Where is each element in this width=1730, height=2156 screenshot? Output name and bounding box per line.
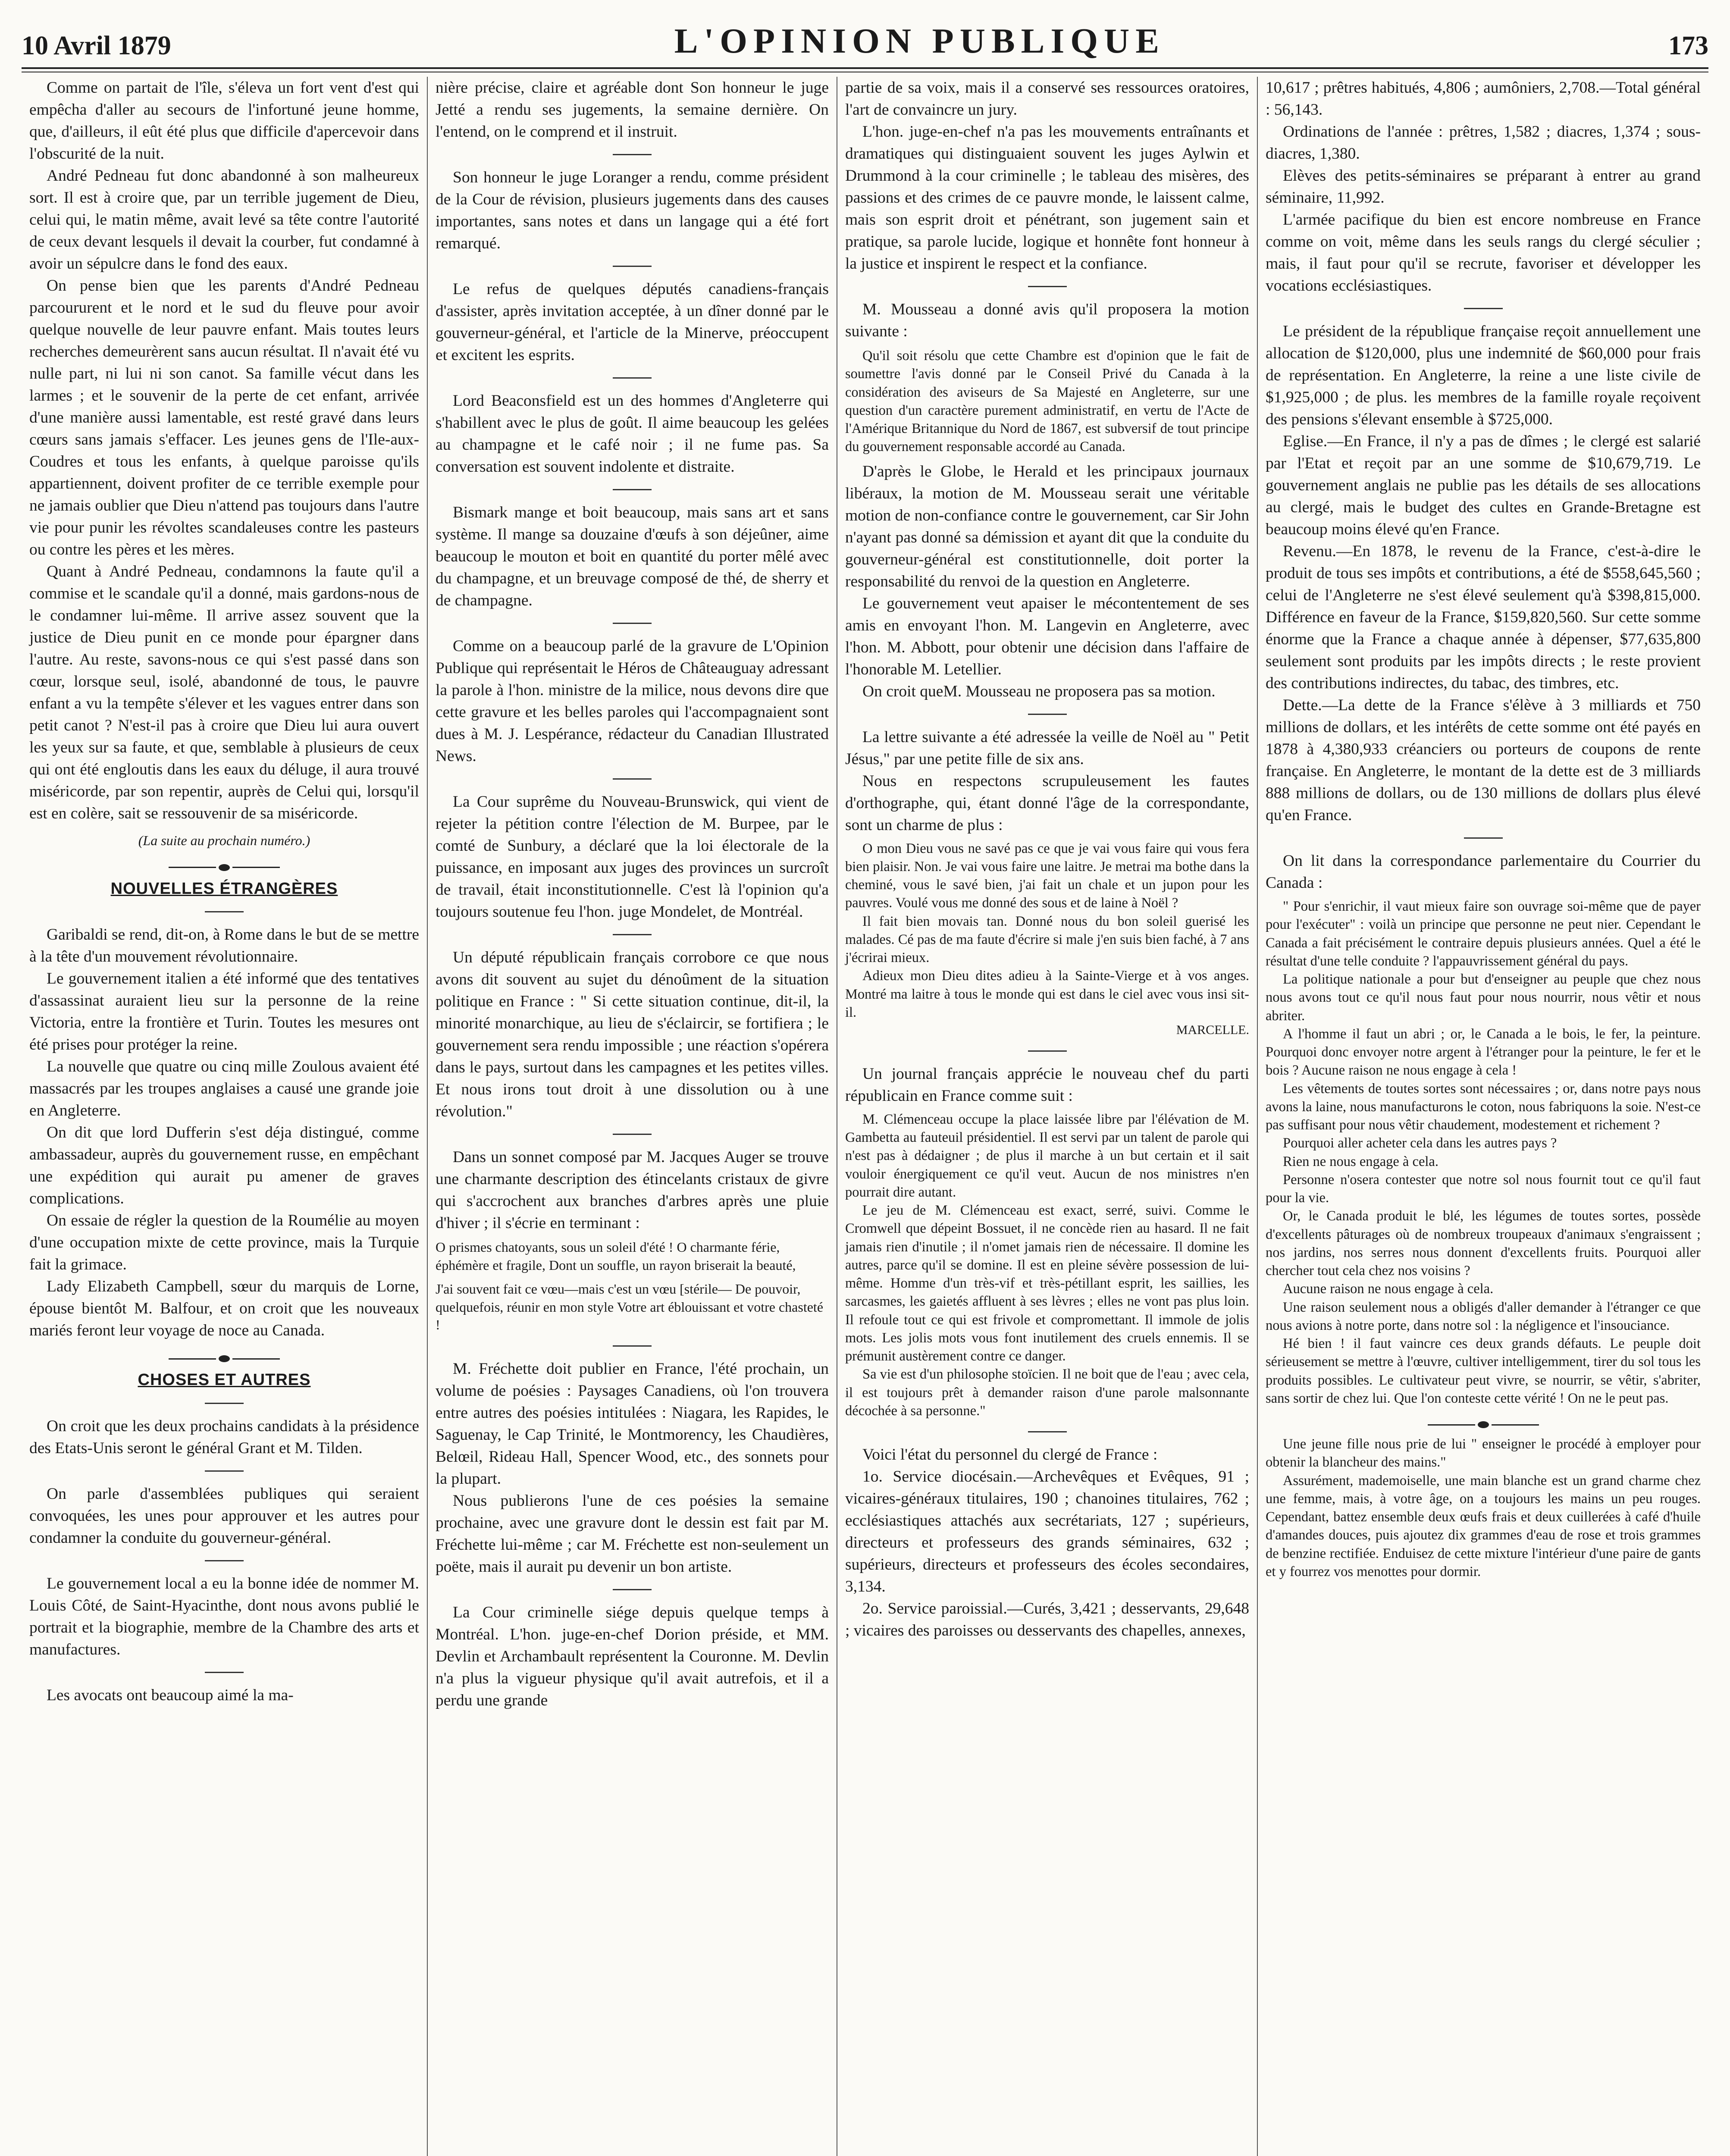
paragraph: André Pedneau fut donc abandonné à son malheureux sort. Il est à croire que, par un terrible jugement de Dieu, celui qui, le matin même, avait levé sa tête contre l'autorité de ceux devant lesquels il devait la courber, fut condamné à avoir un sépulcre dans le fond des eaux. xyxy=(29,167,419,273)
news-item: Lord Beaconsfield est un des hommes d'Angleterre qui s'habillent avec le plus de goût. Il aime beaucoup les gelées au champagne et le café noir ; il ne fume pas. Sa conversation est souvent indolente et distraite. xyxy=(436,392,829,476)
paragraph: Eglise.—En France, il n'y a pas de dîmes ; le clergé est salarié par l'Etat et reçoit par an une somme de $10,679,719. Le gouvernement anglais ne publie pas les détails de ses allocations au clergé, mais le budget des cultes en Grande-Bretagne est beaucoup moins élevé qu'en France. xyxy=(1266,432,1701,538)
news-item: La nouvelle que quatre ou cinq mille Zoulous avaient été massacrés par les troupes anglaises a causé une grande joie en Angleterre. xyxy=(29,1058,419,1120)
news-item: Le gouvernement italien a été informé que des tentatives d'assassinat auraient lieu sur la personne de la reine Victoria, entre la frontière et Turin. Toutes les mesures ont été prises pour protéger la reine. xyxy=(29,970,419,1054)
paragraph: Nous publierons l'une de ces poésies la semaine prochaine, avec une gravure dont le dessin est fait par M. Fréchette lui-même ; car M. Fréchette est non-seulement un poëte, mais il aurait pu devenir un bon artiste. xyxy=(436,1492,829,1576)
divider xyxy=(613,377,652,379)
divider xyxy=(1464,308,1503,309)
divider xyxy=(1028,1050,1067,1052)
news-item: Un député républicain français corrobore ce que nous avons dit souvent au sujet du dénoûment de la situation politique en France : " Si cette situation continue, dit-il, la minorité monarchique, au lieu de s'éclaircir, se fortifiera ; le gouvernement sera rendu impossible ; une réaction s'opérera dans le pays, surtout dans les campagnes et les petites villes. Et nous irons tout droit à une dissolution ou à une révolution." xyxy=(436,949,829,1120)
column-4 xyxy=(1257,77,1708,2156)
paragraph: L'hon. juge-en-chef n'a pas les mouvements entraînants et dramatiques qui distinguaient souvent les juges Aylwin et Drummond à la cour criminelle ; le tableau des misères, des passions et des crimes de ce pauvre monde, le laissent calme, mais son esprit droit et pénétrant, son jugement sain et pratique, sa parole lucide, logique et honnête font honneur à la justice et inspirent le respect et la confiance. xyxy=(845,123,1249,273)
divider xyxy=(613,1345,652,1347)
news-item: Le gouvernement local a eu la bonne idée de nommer M. Louis Côté, de Saint-Hyacinthe, dont nous avons publié le portrait et la biographie, membre de la Chambre des arts et manufactures. xyxy=(29,1574,419,1658)
section-heading: NOUVELLES ÉTRANGÈRES xyxy=(110,879,338,898)
paragraph: Comme on partait de l'île, s'éleva un fort vent d'est qui empêcha d'aller au secours de l'infortuné jeune homme, que, d'ailleurs, il eût été plus que difficile d'apercevoir dans l'obscurité de la nuit. xyxy=(29,79,419,163)
divider xyxy=(1464,837,1503,839)
news-item: On lit dans la correspondance parlementaire du Courrier du Canada : xyxy=(1266,852,1701,892)
divider xyxy=(205,1403,244,1404)
quoted-text: Hé bien ! il faut vaincre ces deux grands défauts. Le peuple doit sérieusement se mettre à l'œuvre, cultiver intelligemment, tirer du sol tous les produits possibles. Le cultivateur peut vivre, se nourrir, se vêtir, s'abriter, sans sortir de chez lui. Que l'on conteste cette vérité ! On ne le peut pas. xyxy=(1266,1336,1701,1406)
quoted-text: La politique nationale a pour but d'enseigner au peuple que chez nous nous avons tout ce qu'il nous faut pour nous nourrir, nous vêtir et nous abriter. xyxy=(1266,971,1701,1024)
news-item: M. Mousseau a donné avis qu'il proposera la motion suivante : xyxy=(845,301,1249,340)
quoted-text: A l'homme il faut un abri ; or, le Canada a le bois, le fer, la peinture. Pourquoi donc envoyer notre argent à l'étranger pour la peinture, le fer et le bois ? Aucune raison ne nous engage à cela ! xyxy=(1266,1026,1701,1078)
letter-text: O mon Dieu vous ne savé pas ce que je vai vous faire qui vous fera bien plaisir. Non. Je vai vous faire une laitre. Je metrai ma bothe dans la cheminé, vous le savé bien, j'ai fait un chale et un jupon pour les pauvres. Voulé vous me donné des sous et de laine à Noël ? xyxy=(845,840,1249,911)
divider xyxy=(205,1470,244,1472)
quoted-text: Pourquoi aller acheter cela dans les autres pays ? xyxy=(1283,1135,1557,1151)
news-item: Dans un sonnet composé par M. Jacques Auger se trouve une charmante description des étincelants cristaux de givre qui s'accrochent aux branches d'arbres après une pluie d'hiver ; il s'écrie en terminant : xyxy=(436,1148,829,1232)
divider xyxy=(613,1589,652,1590)
divider xyxy=(1028,1431,1067,1432)
divider xyxy=(613,1134,652,1135)
news-item: On dit que lord Dufferin s'est déja distingué, comme ambassadeur, auprès du gouvernement russe, en empêchant une expédition qui aurait pu amener de graves complications. xyxy=(29,1124,419,1208)
news-item: On parle d'assemblées publiques qui seraient convoquées, les unes pour approuver et les autres pour condamner la conduite du gouverneur-général. xyxy=(29,1485,419,1547)
paragraph: Le gouvernement veut apaiser le mécontentement de ses amis en envoyant l'hon. M. Langevin en Angleterre, avec l'hon. M. Abbott, pour obtenir une décision dans l'affaire de l'honorable M. Letellier. xyxy=(845,594,1249,678)
news-item: Voici l'état du personnel du clergé de France : xyxy=(862,1446,1158,1464)
divider xyxy=(1028,714,1067,715)
page-number: 173 xyxy=(1668,31,1708,60)
news-item: On essaie de régler la question de la Roumélie au moyen d'une occupation mixte de cette province, mais la Turquie fait la grimace. xyxy=(29,1212,419,1274)
paragraph: Dette.—La dette de la France s'élève à 3 milliards et 750 millions de dollars, et les intérêts de cette somme ont été payés en 1878 à 4,380,933 créanciers ou porteurs de coupons de rente française. En Angleterre, le montant de la dette est de 3 milliards 888 millions de dollars, ou de 130 millions de dollars plus élevé qu'en France. xyxy=(1266,696,1701,824)
news-item: Comme on a beaucoup parlé de la gravure de L'Opinion Publique qui représentait le Héros de Châteauguay adressant la parole à l'hon. ministre de la milice, nous devons dire que cette gravure et les belles paroles qui l'accompagnaient sont dues à M. J. Lespérance, rédacteur du Canadian Illustrated News. xyxy=(436,637,829,765)
quoted-text: Le jeu de M. Clémenceau est exact, serré, suivi. Comme le Cromwell que dépeint Bossuet, il ne concède rien au hasard. Il ne fait jamais rien d'inutile ; il n'omet jamais rien de nécessaire. Il domine les autres, parce qu'il se domine. Il est en pleine sévère possession de lui-même. Homme d'un très-vif et très-pétillant esprit, les saillies, les sarcasmes, les gaietés affluent à ses lèvres ; elles ne vont pas plus loin. Il refoule tout ce qui est frivole et compromettant. Il immole de jolis mots. Les jolis mots vous font inutilement des cruels ennemis. Il se prémunit austèrement contre ce danger. xyxy=(845,1203,1249,1364)
news-item: Garibaldi se rend, dit-on, à Rome dans le but de se mettre à la tête d'un mouvement révolutionnaire. xyxy=(29,926,419,966)
quoted-text: Aucune raison ne nous engage à cela. xyxy=(1283,1281,1494,1297)
news-item: La lettre suivante a été adressée la veille de Noël au " Petit Jésus," par une petite fille de six ans. xyxy=(845,728,1249,768)
paragraph: 1o. Service diocésain.—Archevêques et Evêques, 91 ; vicaires-généraux titulaires, 190 ; chanoines titulaires, 762 ; ecclésiastiques attachés aux secrétariats, 127 ; supérieurs, directeurs et professeurs des grands séminaires, 632 ; supérieurs, directeurs et professeurs des écoles secondaires, 3,134. xyxy=(845,1468,1249,1596)
paragraph: Ordinations de l'année : prêtres, 1,582 ; diacres, 1,374 ; sous-diacres, 1,380. xyxy=(1266,123,1701,163)
issue-date: 10 Avril 1879 xyxy=(22,31,171,60)
news-item: Le refus de quelques députés canadiens-français d'assister, après invitation acceptée, à un dîner donné par le gouverneur-général, et l'article de la Minerve, préoccupent et excitent les esprits. xyxy=(436,280,829,364)
ornament-divider xyxy=(29,1355,419,1362)
news-item: La Cour criminelle siége depuis quelque temps à Montréal. L'hon. juge-en-chef Dorion préside, et MM. Devlin et Archambault représentent la Couronne. M. Devlin n'a plus la vigueur physique qu'il avait autrefois, et il a perdu une grande xyxy=(436,1603,829,1709)
paragraph: Quant à André Pedneau, condamnons la faute qu'il a commise et le scandale qu'il a donné, mais gardons-nous de le condamner lui-même. Il arrive assez souvent que la justice de Dieu punit en ce monde pour épargner dans l'autre. Au reste, savons-nous ce qui s'est passé dans son cœur, lorsque seul, isolé, abandonné de tous, le pauvre enfant a vu la tempête s'élever et les vagues entrer dans son petit canot ? N'est-il pas à croire que Dieu lui aura ouvert les yeux sur sa faute, et que, semblable à plusieurs de ceux qui ont été engloutis dans les eaux du déluge, il aura trouvé miséricorde, par son repentir, auprès de Celui qui, lorsqu'il est en colère, sait se ressouvenir de sa miséricorde. xyxy=(29,563,419,822)
ornament-divider xyxy=(1266,1421,1701,1428)
paragraph: On pense bien que les parents d'André Pedneau parcoururent et le nord et le sud du fleuve pour avoir quelque nouvelle de leur pauvre enfant. Mais toutes leurs recherches demeurèrent sans aucun résultat. Il n'avait été vu nulle part, ni lui ni son canot. Sa famille vécut dans les larmes ; et le souvenir de la perte de cet enfant, arrivée d'une manière aussi lamentable, est resté gravé dans leurs cœurs sans jamais s'effacer. Les jeunes gens de l'Ile-aux-Coudres et tous les enfants, à quelque paroisse qu'ils appartiennent, doivent profiter de ce terrible exemple pour ne jamais oublier que Dieu n'attend pas toujours dans l'autre vie pour punir les révoltes scandaleuses contre les pasteurs ou contre les pères et les mères. xyxy=(29,277,419,558)
section-heading: CHOSES ET AUTRES xyxy=(138,1371,311,1389)
news-item: Son honneur le juge Loranger a rendu, comme président de la Cour de révision, plusieurs jugements dans des causes importantes, sans notes et dans un langage qui a été fort remarqué. xyxy=(436,169,829,252)
divider xyxy=(613,154,652,155)
column-1 xyxy=(22,77,427,2156)
letter-text: Adieux mon Dieu dites adieu à la Sainte-Vierge et à vos anges. Montré ma laitre à tous le monde qui est dans le ciel avec vous insi sit-il. xyxy=(845,968,1249,1020)
divider xyxy=(205,911,244,912)
divider xyxy=(1028,286,1067,287)
ornament-divider xyxy=(29,864,419,871)
header-rule xyxy=(22,67,1708,69)
quoted-text: Les vêtements de toutes sortes sont nécessaires ; or, dans notre pays nous avons la laine, nous manufacturons le coton, nous fabriquons la soie. N'est-ce pas suffisant pour nous vêtir chaudement, modestement et richement ? xyxy=(1266,1081,1701,1133)
quoted-motion: Qu'il soit résolu que cette Chambre est d'opinion que le fait de soumettre l'avis donné par le Conseil Privé du Canada à la considération des aviseurs de Sa Majesté en Angleterre, sur une question d'un caractère purement administratif, en vertu de l'Acte de l'Amérique Britannique du Nord de 1867, est subversif de tout principe du gouvernement responsable accordé au Canada. xyxy=(845,348,1249,455)
news-item: Une jeune fille nous prie de lui " enseigner le procédé à employer pour obtenir la blancheur des mains." xyxy=(1266,1436,1701,1470)
quoted-text: Rien ne nous engage à cela. xyxy=(1283,1153,1439,1169)
news-item: On croit que les deux prochains candidats à la présidence des Etats-Unis seront le général Grant et M. Tilden. xyxy=(29,1417,419,1457)
paragraph: Nous en respectons scrupuleusement les fautes d'orthographe, qui, étant donné l'âge de la correspondante, sont un charme de plus : xyxy=(845,772,1249,834)
quoted-text: " Pour s'enrichir, il vaut mieux faire son ouvrage soi-même que de payer pour l'exécuter" : voilà un principe que personne ne peut nier. Cependant le Canada a fait précisément le contraire depuis plusieurs années. Quel a été le résultat d'une telle conduite ? l'appauvrissement général du pays. xyxy=(1266,899,1701,969)
news-item: Bismark mange et boit beaucoup, mais sans art et sans système. Il mange sa douzaine d'œufs à son déjeûner, aime beaucoup le mouton et boit en quantité du porter mêlé avec du champagne, et un breuvage composé de thé, de sherry et de champagne. xyxy=(436,504,829,609)
poem-stanza: O prismes chatoyants, sous un soleil d'été ! O charmante férie, éphémère et fragile, Dont un souffle, un rayon briserait la beauté, xyxy=(436,1239,796,1273)
paragraph: Elèves des petits-séminaires se préparant à entrer au grand séminaire, 11,992. xyxy=(1266,167,1701,207)
divider xyxy=(613,934,652,935)
quoted-text: Or, le Canada produit le blé, les légumes de toutes sortes, possède d'excellents pâturages où de nombreux troupeaux d'animaux s'engraissent ; nos jardins, nos serres nous donnent d'excellents fruits. Pourquoi aller chercher tout cela chez nos voisins ? xyxy=(1266,1208,1701,1279)
divider xyxy=(205,1560,244,1561)
paragraph: L'armée pacifique du bien est encore nombreuse en France comme on voit, même dans les seuls rangs du clergé séculier ; mais, il faut pour qu'il se recrute, favoriser et développer les vocations ecclésiastiques. xyxy=(1266,211,1701,295)
quoted-text: M. Clémenceau occupe la place laissée libre par l'élévation de M. Gambetta au fauteuil présidentiel. Il est servi par un talent de parole qui n'est pas à dédaigner ; de plus il marche à un but certain et il sait vouloir énergiquement ce qu'il veut. Aucun de nos ministres n'en pourrait dire autant. xyxy=(845,1111,1249,1200)
news-item: M. Fréchette doit publier en France, l'été prochain, un volume de poésies : Paysages Canadiens, où l'on trouvera entre autres des poésies intitulées : Niagara, les Rapides, le Saguenay, le Cap Trinité, le Montmorency, les Chaudières, Belœil, Rideau Hall, Spencer Wood, etc., des sonnets pour la plupart. xyxy=(436,1360,829,1488)
newspaper-title: L'OPINION PUBLIQUE xyxy=(674,21,1165,60)
news-item: Un journal français apprécie le nouveau chef du parti républicain en France comme suit : xyxy=(845,1065,1249,1105)
masthead xyxy=(22,22,1708,61)
quoted-text: Une raison seulement nous a obligés d'aller demander à l'étranger ce que nous avions à notre porte, dans notre sol : la négligence et l'insouciance. xyxy=(1266,1299,1701,1333)
paragraph: 2o. Service paroissial.—Curés, 3,421 ; desservants, 29,648 ; vicaires des paroisses ou desservants des chapelles, annexes, xyxy=(845,1600,1249,1640)
continuation-note: (La suite au prochain numéro.) xyxy=(138,833,310,848)
quoted-text: Sa vie est d'un philosophe stoïcien. Il ne boit que de l'eau ; avec cela, il est toujours prêt à demander raison d'une parole malsonnante décochée à sa personne." xyxy=(845,1366,1249,1419)
divider xyxy=(613,623,652,624)
paragraph: Assurément, mademoiselle, une main blanche est un grand charme chez une femme, mais, à votre âge, on a toujours les mains un peu rouges. Cependant, battez ensemble deux œufs frais et deux cuillerées à café d'huile d'amandes douces, puis ajoutez dix grammes d'eau de rose et trois grammes de benzine rectifiée. Enduisez de cette mixture l'intérieur d'une paire de gants et y fourrez vos menottes pour dormir. xyxy=(1266,1473,1701,1579)
letter-text: Il fait bien movais tan. Donné nous du bon soleil guerisé les malades. Cé pas de ma faute d'écrire si male j'en suis bien faché, à 7 ans j'écrirai mieux. xyxy=(845,913,1249,965)
divider xyxy=(613,266,652,267)
poem-stanza: J'ai souvent fait ce vœu—mais c'est un vœu [stérile— De pouvoir, quelquefois, réunir en mon style Votre art éblouissant et votre chasteté ! xyxy=(436,1281,824,1333)
news-item: Le président de la république française reçoit annuellement une allocation de $120,000, plus une indemnité de $60,000 pour frais de représentation. En Angleterre, la reine a une liste civile de $1,925,000 ; de plus. les membres de la famille royale reçoivent des pensions s'élevant ensemble à $725,000. xyxy=(1266,323,1701,428)
columns xyxy=(22,77,1708,2156)
divider xyxy=(613,778,652,780)
news-item: Lady Elizabeth Campbell, sœur du marquis de Lorne, épouse bientôt M. Balfour, et on croit que les nouveaux mariés feront leur voyage de noce au Canada. xyxy=(29,1278,419,1340)
news-item: La Cour suprême du Nouveau-Brunswick, qui vient de rejeter la pétition contre l'élection de M. Burpee, par le comté de Sunbury, a déclaré que la loi électorale de la puissance, en imposant aux juges des provinces un surcroît de travail, était inconstitutionnelle. C'est là l'opinion qu'a toujours soutenue feu l'hon. juge Mondelet, de Montréal. xyxy=(436,793,829,921)
column-3 xyxy=(837,77,1257,2156)
paragraph: D'après le Globe, le Herald et les principaux journaux libéraux, la motion de M. Mousseau serait une véritable motion de non-confiance contre le gouvernement, car Sir John n'ayant pas donné sa démission et ayant dit que la conduite du gouverneur-général est constitutionnelle, doit porter la responsabilité du renvoi de la question en Angleterre. xyxy=(845,462,1249,590)
letter-signature: MARCELLE. xyxy=(1176,1023,1249,1037)
paragraph: partie de sa voix, mais il a conservé ses ressources oratoires, l'art de convaincre un jury. xyxy=(845,79,1249,119)
column-2 xyxy=(427,77,837,2156)
divider xyxy=(613,489,652,490)
news-item: Les avocats ont beaucoup aimé la ma- xyxy=(47,1686,294,1704)
paragraph: 10,617 ; prêtres habitués, 4,806 ; aumôniers, 2,708.—Total général : 56,143. xyxy=(1266,79,1701,119)
paragraph: Revenu.—En 1878, le revenu de la France, c'est-à-dire le produit de tous ses impôts et contributions, a été de $558,645,560 ; celui de l'Angleterre ne s'est élevé seulement qu'à $398,815,000. Différence en faveur de la France, $159,820,560. Sur cette somme énorme que la France a chaque année à dépenser, $77,635,800 seulement sont produits par les impôts directs ; le reste provient des contributions indirectes, du tabac, des timbres, etc. xyxy=(1266,542,1701,692)
quoted-text: Personne n'osera contester que notre sol nous fournit tout ce qu'il faut pour la vie. xyxy=(1266,1172,1701,1206)
divider xyxy=(205,1672,244,1673)
paragraph: nière précise, claire et agréable dont Son honneur le juge Jetté a rendu ses jugements, la semaine dernière. On l'entend, on le comprend et il instruit. xyxy=(436,79,829,141)
paragraph: On croit queM. Mousseau ne proposera pas sa motion. xyxy=(862,682,1216,700)
